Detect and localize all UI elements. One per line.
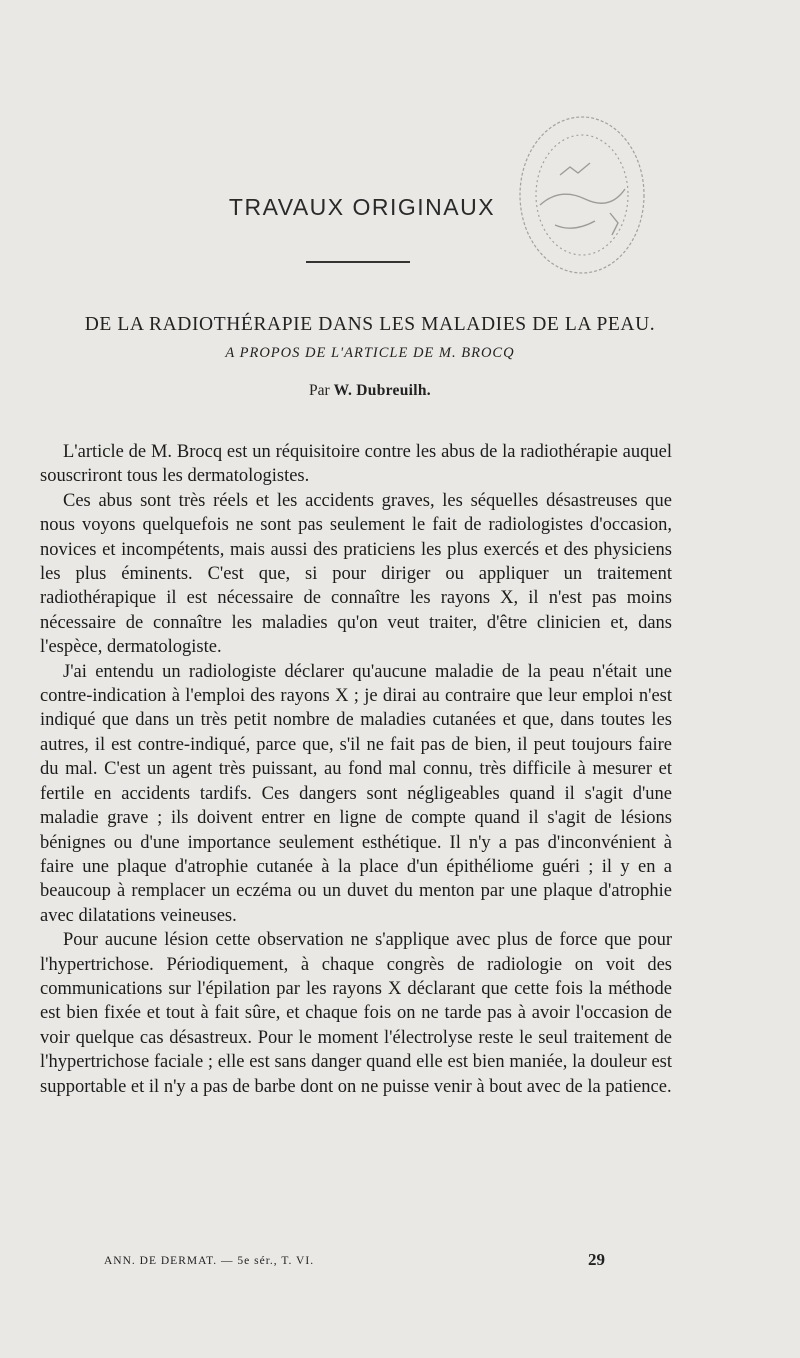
author-name: W. Dubreuilh. <box>333 382 431 399</box>
article-title: DE LA RADIOTHÉRAPIE DANS LES MALADIES DE LA PEAU. <box>84 314 656 335</box>
byline-prefix: Par <box>309 382 330 399</box>
article-body <box>40 440 672 1099</box>
title-divider <box>306 261 410 263</box>
page-number: 29 <box>588 1250 605 1269</box>
journal-reference: ANN. DE DERMAT. — 5e sér., T. VI. <box>104 1255 315 1267</box>
section-title: TRAVAUX ORIGINAUX <box>228 194 496 220</box>
paragraph: J'ai entendu un radiologiste déclarer qu'aucune maladie de la peau n'était une contre-indication à l'emploi des rayons X ; je dirai au contraire que leur emploi n'est indiqué que dans un très petit nombre de maladies cutanées et que, dans toutes les autres, il est contre-indiqué, parce que, s'il ne fait pas de bien, il peut toujours faire du mal. C'est un agent très puissant, au fond mal connu, très difficile à mesurer et fertile en accidents tardifs. Ces dangers sont négligeables quand il s'agit d'une maladie grave ; ils doivent entrer en ligne de compte quand il s'agit de lésions bénignes ou d'une importance seulement esthétique. Il n'y a pas d'inconvénient à faire une plaque d'atrophie cutanée à la place d'un épithéliome guéri ; il y en a beaucoup à remplacer un eczéma ou un duvet du menton par une plaque d'atrophie avec dilatations veineuses. <box>40 661 672 926</box>
library-stamp-icon <box>500 95 660 280</box>
byline <box>0 382 740 400</box>
paragraph: Ces abus sont très réels et les accidents graves, les séquelles désastreuses que nous voyons quelquefois ne sont pas seulement le fait de radiologistes d'occasion, novices et incompétents, mais aussi des praticiens les plus exercés et des physiciens les plus éminents. C'est que, si pour diriger ou appliquer un traitement radiothérapique il est nécessaire de connaître les rayons X, il n'est pas moins nécessaire de connaître les maladies qu'on veut traiter, d'être clinicien et, dans l'espèce, dermatologiste. <box>40 490 672 658</box>
article-subtitle: A PROPOS DE L'ARTICLE DE M. BROCQ <box>225 345 515 361</box>
paragraph: L'article de M. Brocq est un réquisitoire contre les abus de la radiothérapie auquel souscriront tous les dermatologistes. <box>40 442 672 487</box>
paragraph: Pour aucune lésion cette observation ne s'applique avec plus de force que pour l'hypertrichose. Périodiquement, à chaque congrès de radiologie on voit des communications sur l'épilation par les rayons X déclarant que cette fois la méthode est bien fixée et tout à fait sûre, et chaque fois on ne tarde pas à avoir l'occasion de voir quelque cas désastreux. Pour le moment l'électrolyse reste le seul traitement de l'hypertrichose faciale ; elle est sans danger quand elle est bien maniée, la douleur est supportable et il n'y a pas de barbe dont on ne puisse venir à bout avec de la patience. <box>40 930 672 1097</box>
